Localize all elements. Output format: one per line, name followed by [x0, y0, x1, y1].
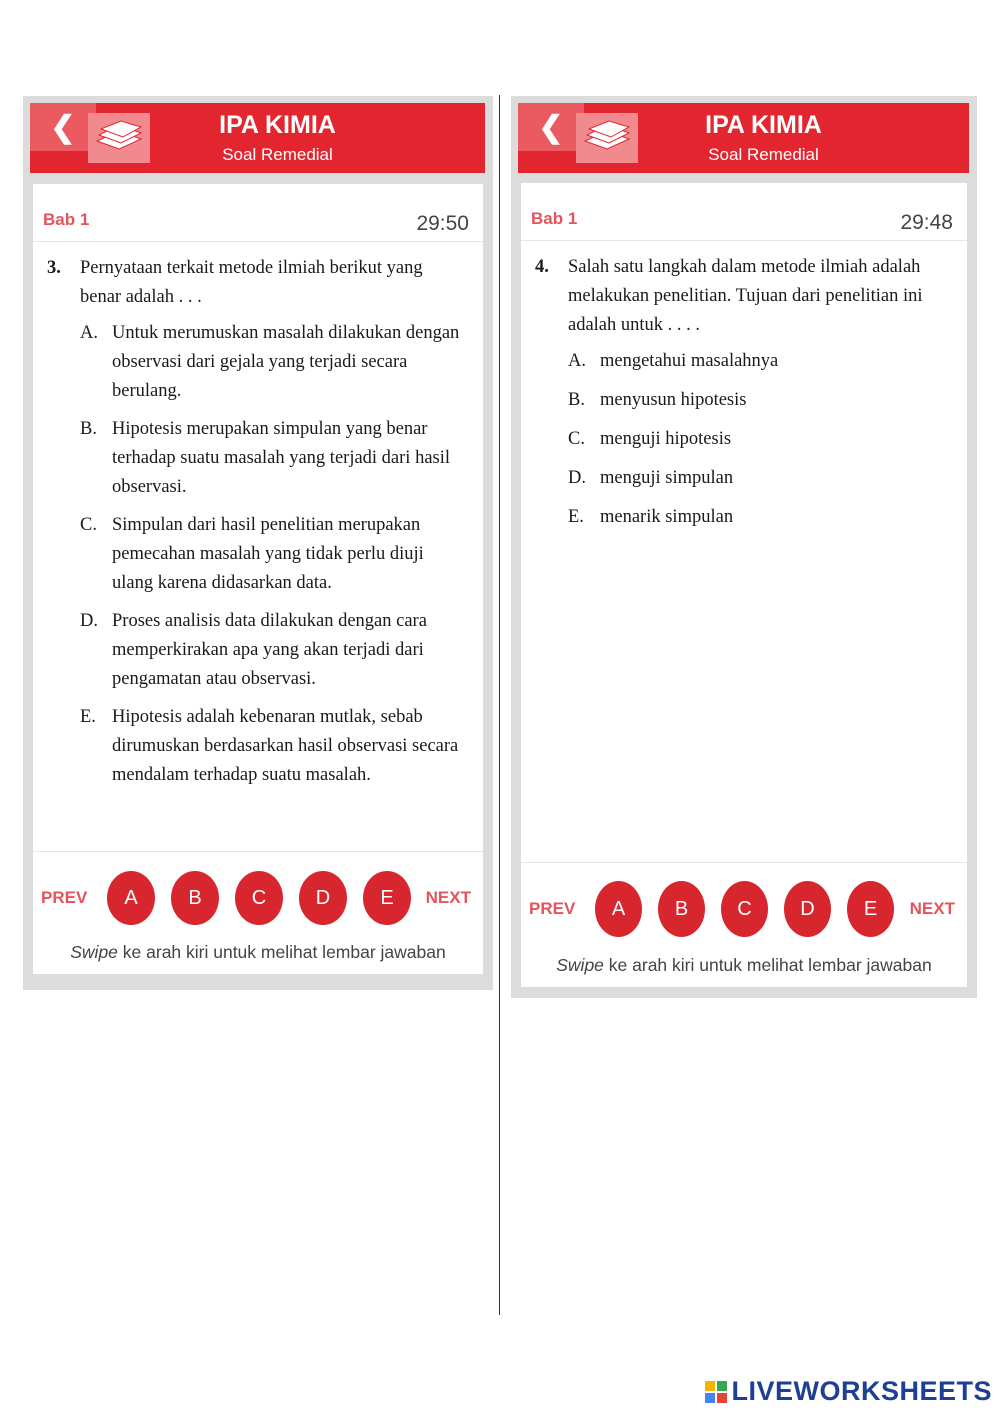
- divider: [521, 240, 967, 241]
- question-card: [33, 184, 483, 974]
- answer-button-a[interactable]: A: [595, 881, 642, 937]
- answer-button-e[interactable]: E: [847, 881, 894, 937]
- option-text: menguji hipotesis: [600, 429, 732, 449]
- question-text: Salah satu langkah dalam metode ilmiah adalah melakukan penelitian. Tujuan dari penelitian ini adalah untuk . . . .: [568, 257, 923, 335]
- question-block: [535, 253, 949, 542]
- answer-button-b[interactable]: B: [658, 881, 705, 937]
- answer-button-c[interactable]: C: [235, 871, 283, 925]
- option-c[interactable]: [568, 425, 949, 454]
- question-text: Pernyataan terkait metode ilmiah berikut yang benar adalah . . .: [80, 258, 423, 307]
- question-number: 3.: [47, 258, 61, 278]
- chapter-label: Bab 1: [531, 209, 578, 228]
- question-card: [521, 183, 967, 987]
- option-a[interactable]: [568, 347, 949, 376]
- answer-button-a[interactable]: A: [107, 871, 155, 925]
- option-d[interactable]: [568, 464, 949, 493]
- option-letter: D.: [568, 468, 586, 488]
- column-divider: [499, 95, 500, 1315]
- swipe-hint-emphasis: Swipe: [556, 955, 604, 975]
- option-d[interactable]: [80, 607, 465, 694]
- option-text: mengetahui masalahnya: [600, 351, 779, 371]
- option-text: Hipotesis adalah kebenaran mutlak, sebab dirumuskan berdasarkan hasil observasi secara mendalam terhadap suatu masalah.: [112, 707, 459, 785]
- app-title: IPA KIMIA: [705, 111, 822, 139]
- answer-button-b[interactable]: B: [171, 871, 219, 925]
- option-text: menarik simpulan: [600, 507, 734, 527]
- answer-button-e[interactable]: E: [363, 871, 411, 925]
- divider: [33, 241, 483, 242]
- swipe-hint-emphasis: Swipe: [70, 942, 118, 962]
- swipe-hint: [521, 955, 967, 976]
- option-list: [568, 347, 949, 532]
- brand-name: LIVEWORKSHEETS: [731, 1376, 992, 1406]
- option-text: menguji simpulan: [600, 468, 734, 488]
- app-subtitle: Soal Remedial: [708, 145, 819, 164]
- option-letter: A.: [568, 351, 586, 371]
- option-letter: E.: [568, 507, 584, 527]
- answer-nav: [521, 879, 967, 939]
- answer-button-c[interactable]: C: [721, 881, 768, 937]
- option-letter: C.: [80, 515, 97, 535]
- option-e[interactable]: [80, 703, 465, 790]
- answer-buttons: [595, 881, 894, 937]
- answer-button-d[interactable]: D: [784, 881, 831, 937]
- prev-button[interactable]: PREV: [41, 888, 88, 907]
- option-a[interactable]: [80, 319, 465, 406]
- next-button[interactable]: NEXT: [909, 899, 955, 918]
- option-letter: E.: [80, 707, 96, 727]
- option-letter: A.: [80, 323, 98, 343]
- answer-buttons: [107, 871, 411, 925]
- next-button[interactable]: NEXT: [425, 888, 471, 907]
- app-subtitle: Soal Remedial: [222, 145, 333, 164]
- answer-nav: [33, 868, 483, 928]
- prev-button[interactable]: PREV: [529, 899, 576, 918]
- option-text: menyusun hipotesis: [600, 390, 747, 410]
- swipe-hint: [33, 942, 483, 963]
- swipe-hint-text: ke arah kiri untuk melihat lembar jawaban: [603, 955, 932, 975]
- option-list: [80, 319, 465, 790]
- option-c[interactable]: [80, 511, 465, 598]
- phone-screen-left: [23, 96, 493, 990]
- chapter-label: Bab 1: [43, 210, 90, 229]
- divider: [521, 862, 967, 863]
- phone-screen-right: [511, 96, 977, 998]
- option-b[interactable]: [80, 415, 465, 502]
- option-text: Untuk merumuskan masalah dilakukan dengan observasi dari gejala yang terjadi secara berulang.: [112, 323, 460, 401]
- app-title: IPA KIMIA: [219, 111, 336, 139]
- divider: [33, 851, 483, 852]
- option-letter: B.: [568, 390, 585, 410]
- option-b[interactable]: [568, 386, 949, 415]
- option-e[interactable]: [568, 503, 949, 532]
- swipe-hint-text: ke arah kiri untuk melihat lembar jawaban: [117, 942, 446, 962]
- countdown-timer: 29:50: [416, 212, 469, 235]
- option-text: Hipotesis merupakan simpulan yang benar terhadap suatu masalah yang terjadi dari hasil observasi.: [112, 419, 451, 497]
- answer-button-d[interactable]: D: [299, 871, 347, 925]
- option-text: Simpulan dari hasil penelitian merupakan pemecahan masalah yang tidak perlu diuji ulang karena didasarkan data.: [112, 515, 424, 593]
- app-header: [518, 103, 969, 173]
- option-letter: B.: [80, 419, 97, 439]
- question-block: [47, 254, 465, 799]
- option-letter: D.: [80, 611, 98, 631]
- brand-icon: [705, 1381, 727, 1403]
- countdown-timer: 29:48: [900, 211, 953, 234]
- chevron-left-icon: ❮: [50, 110, 76, 144]
- brand-logo: [705, 1376, 992, 1407]
- app-header: [30, 103, 485, 173]
- chevron-left-icon: ❮: [538, 110, 564, 144]
- option-letter: C.: [568, 429, 585, 449]
- option-text: Proses analisis data dilakukan dengan cara memperkirakan apa yang akan terjadi dari pengamatan atau observasi.: [112, 611, 427, 689]
- question-number: 4.: [535, 257, 549, 277]
